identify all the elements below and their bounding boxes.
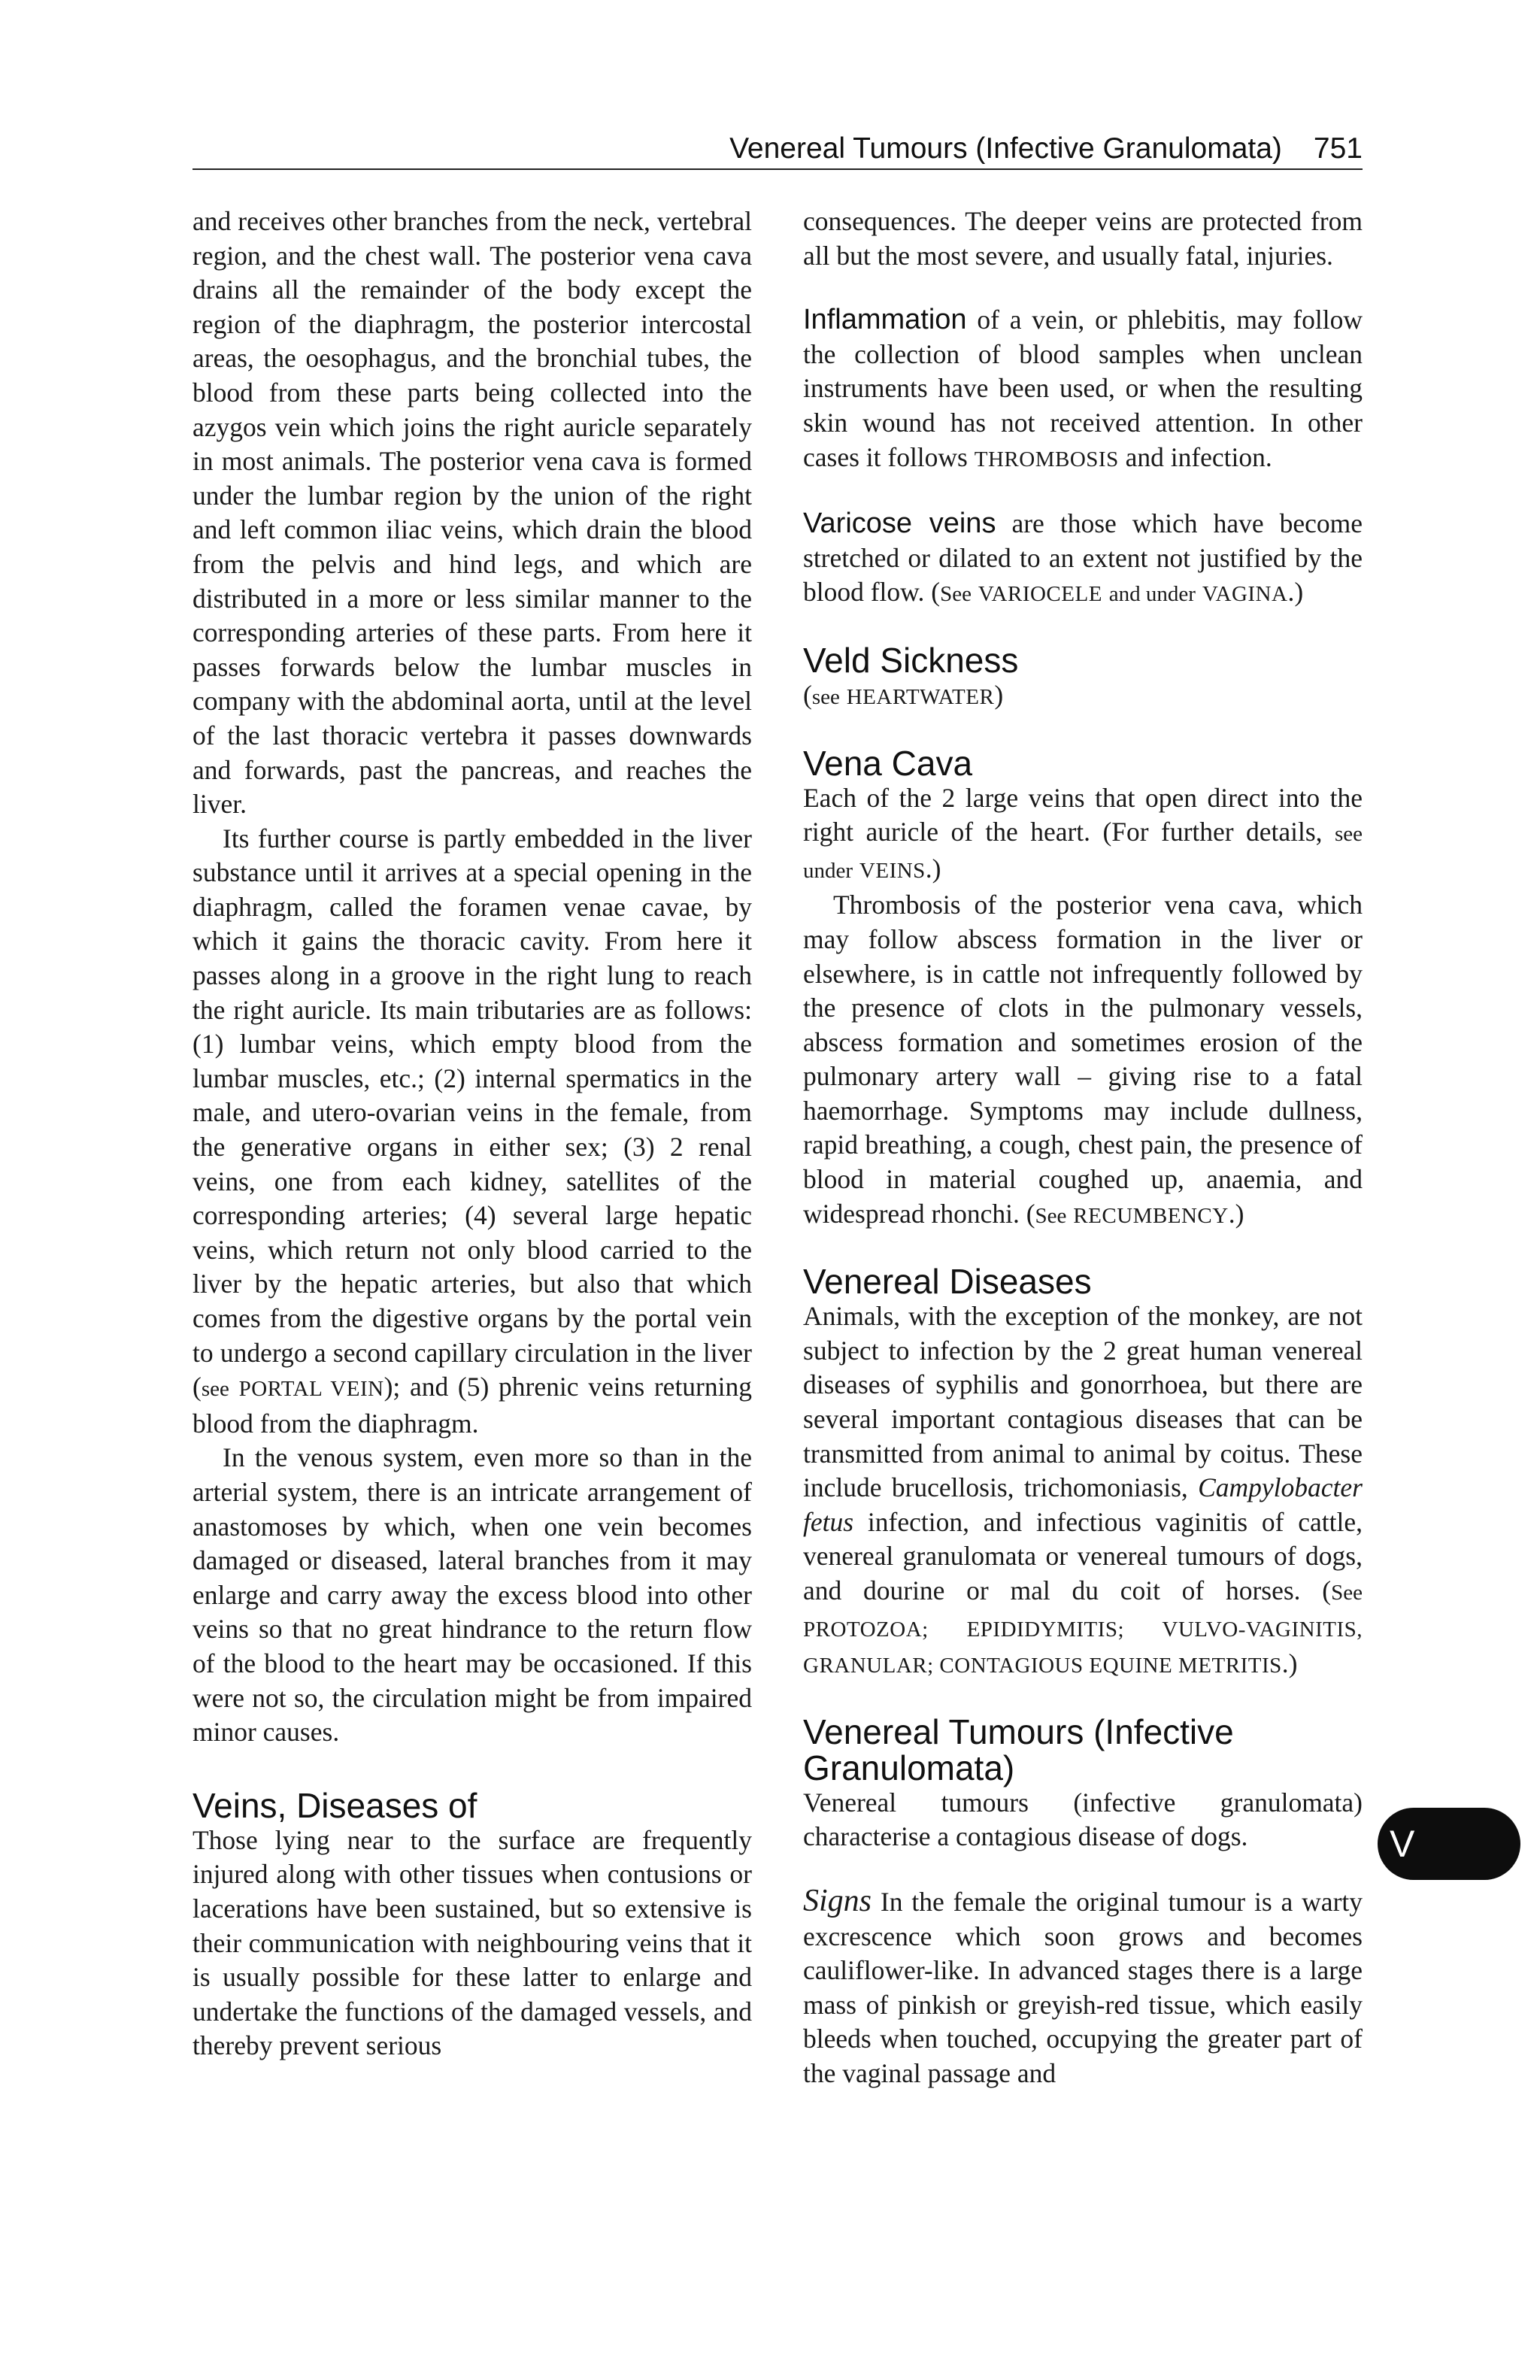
paragraph [803,888,1363,1233]
cross-reference[interactable]: PROTOZOA; EPIDIDYMITIS; VULVO-VAGINITIS, GRANULAR; CONTAGIOUS EQUINE METRITIS [803,1617,1363,1678]
section-heading-veld-sickness: Veld Sickness [803,640,1019,680]
paragraph-varicose [803,507,1363,612]
paragraph [803,781,1363,889]
paragraph [803,678,1363,715]
see-label: see [201,1377,229,1402]
paragraph: Venereal tumours (infective granulomata) characterise a contagious disease of dogs. [803,1787,1363,1852]
text-run: Each of the 2 large veins that open direct into the right auricle of the heart. (For further details, [803,782,1363,847]
text-run: .) [1281,1648,1298,1679]
run-in-term: Inflammation [803,304,967,336]
text-run: .) [1228,1198,1244,1229]
paragraph-signs [803,1884,1363,2091]
cross-reference[interactable]: RECUMBENCY [1073,1203,1229,1228]
thumb-index-tab: V [1378,1808,1520,1880]
see-label: See [1331,1581,1363,1605]
text-run: .) [925,853,941,884]
cross-reference[interactable]: VARIOCELE [978,582,1102,607]
right-column [803,205,1363,2091]
running-head [192,111,1363,165]
paragraph: In the venous system, even more so than in the arterial system, there is an intricate arrangement of anastomoses by which, when one vein becomes damaged or diseased, lateral branches from it may enlarge and carry away the excess blood into other veins so that no great hindrance to the return flow of the blood to the heart may be occasioned. If this were not so, the circulation might be from impaired minor causes. [192,1442,752,1748]
text-run: .) [1287,577,1304,608]
paragraph [192,822,752,1442]
text-run: ); and (5) phrenic veins returning blood from the diaphragm. [192,1372,752,1439]
see-label: see [811,684,840,709]
text-run: Animals, with the exception of the monkey, are not subject to infection by the 2 great human venereal diseases of syphilis and gonorrhoea, but there are several important contagious diseases that can be transmitted from animal to animal by coitus. These include brucellosis, trichomoniasis, [803,1301,1363,1503]
cross-reference[interactable]: THROMBOSIS [974,447,1119,471]
text-run: and infection. [1118,441,1272,472]
text-run: ( [803,679,812,710]
cross-reference[interactable]: HEARTWATER [846,684,995,709]
cross-reference[interactable]: VAGINA [1202,582,1288,607]
text-run: infection, and infectious vaginitis of cattle, venereal granulomata or venereal tumours of dogs, and dourine or mal du coit of horses. ( [803,1506,1363,1605]
section-heading-venereal-tumours: Venereal Tumours (Infective Granulomata) [803,1711,1234,1787]
see-label: See [1035,1203,1067,1228]
italic-term: Campylobacter fetus [803,1472,1363,1537]
section-heading-veins-diseases: Veins, Diseases of [192,1785,477,1825]
see-label: see under [803,822,1363,883]
text-run: Its further course is partly embedded in the liver substance until it arrives at a special opening in the diaphragm, called the foramen venae cavae, by which it gains the thoracic cavity. From here it passes along in a groove in the right lung to reach the right auricle. Its main tributaries are as follows: (1) lumbar veins, which empty blood from the lumbar muscles, etc.; (2) internal spermatics in the male, and utero-ovarian veins in the female, from the generative organs in either sex; (3) 2 renal veins, one from each kidney, satellites of the corresponding arteries; (4) several large hepatic veins, which return not only blood carried to the liver by the hepatic arteries, but also that which comes from the digestive organs by the portal vein to undergo a second capillary circulation in the liver ( [192,823,752,1402]
see-label: See [940,582,972,607]
paragraph: Those lying near to the surface are frequently injured along with other tissues when contusions or lacerations have been sustained, but so extensive is their communication with neighbouring veins that it is usually possible for these latter to enlarge and undertake the functions of the damaged vessels, and thereby prevent serious [192,1824,752,2061]
cross-reference[interactable]: PORTAL VEIN [238,1377,384,1402]
section-heading-venereal-diseases: Venereal Diseases [803,1262,1092,1302]
paragraph-inflammation [803,303,1363,477]
text-run: In the female the original tumour is a warty excrescence which soon grows and becomes cauliflower-like. In advanced stages there is a large mass of pinkish or greyish-red tissue, which easily bleeds when touched, occupying the greater part of the vaginal passage and [803,1886,1363,2088]
paragraph: and receives other branches from the neck, vertebral region, and the chest wall. The posterior vena cava drains all the remainder of the body except the region of the diaphragm, the posterior intercostal areas, the oesophagus, and the bronchial tubes, the blood from these parts being collected into the azygos vein which joins the right auricle separately in most animals. The posterior vena cava is formed under the lumbar region by the union of the right and left common iliac veins, which drain the blood from the pelvis and hind legs, and which are distributed in a more or less similar manner to the corresponding arteries of these parts. From here it passes forwards below the lumbar muscles in company with the abdominal aorta, until at the level of the last thoracic vertebra it passes downwards and forwards, past the pancreas, and reaches the liver. [192,206,752,820]
text-run: Thrombosis of the posterior vena cava, which may follow abscess formation in the liver or elsewhere, is in cattle not infrequently followed by the presence of clots in the pulmonary vessels, abscess formation and sometimes erosion of the pulmonary artery wall – giving rise to a fatal haemorrhage. Symptoms may include dullness, rapid breathing, a cough, chest pain, the presence of blood in material coughed up, anaemia, and widespread rhonchi. ( [803,890,1363,1229]
text-run: ) [994,679,1004,710]
page-number: 751 [1313,132,1363,165]
signs-label: Signs [803,1883,872,1918]
text-run: of a vein, or phlebitis, may follow the collection of blood samples when unclean instruments have been used, or when the resulting skin wound has not received attention. In other cases it follows [803,305,1363,472]
left-column [192,205,752,2063]
paragraph [803,1299,1363,1684]
running-head-title: Venereal Tumours (Infective Granulomata) [729,132,1282,165]
run-in-term: Varicose veins [803,508,996,540]
text-run: are those which have become stretched or dilated to an extent not justified by the blood flow. ( [803,508,1363,608]
cross-reference[interactable]: VEINS [859,858,926,883]
section-heading-vena-cava: Vena Cava [803,743,973,783]
header-rule [192,168,1363,170]
see-label: and under [1108,582,1196,607]
paragraph: consequences. The deeper veins are protected from all but the most severe, and usually fatal, injuries. [803,206,1363,271]
